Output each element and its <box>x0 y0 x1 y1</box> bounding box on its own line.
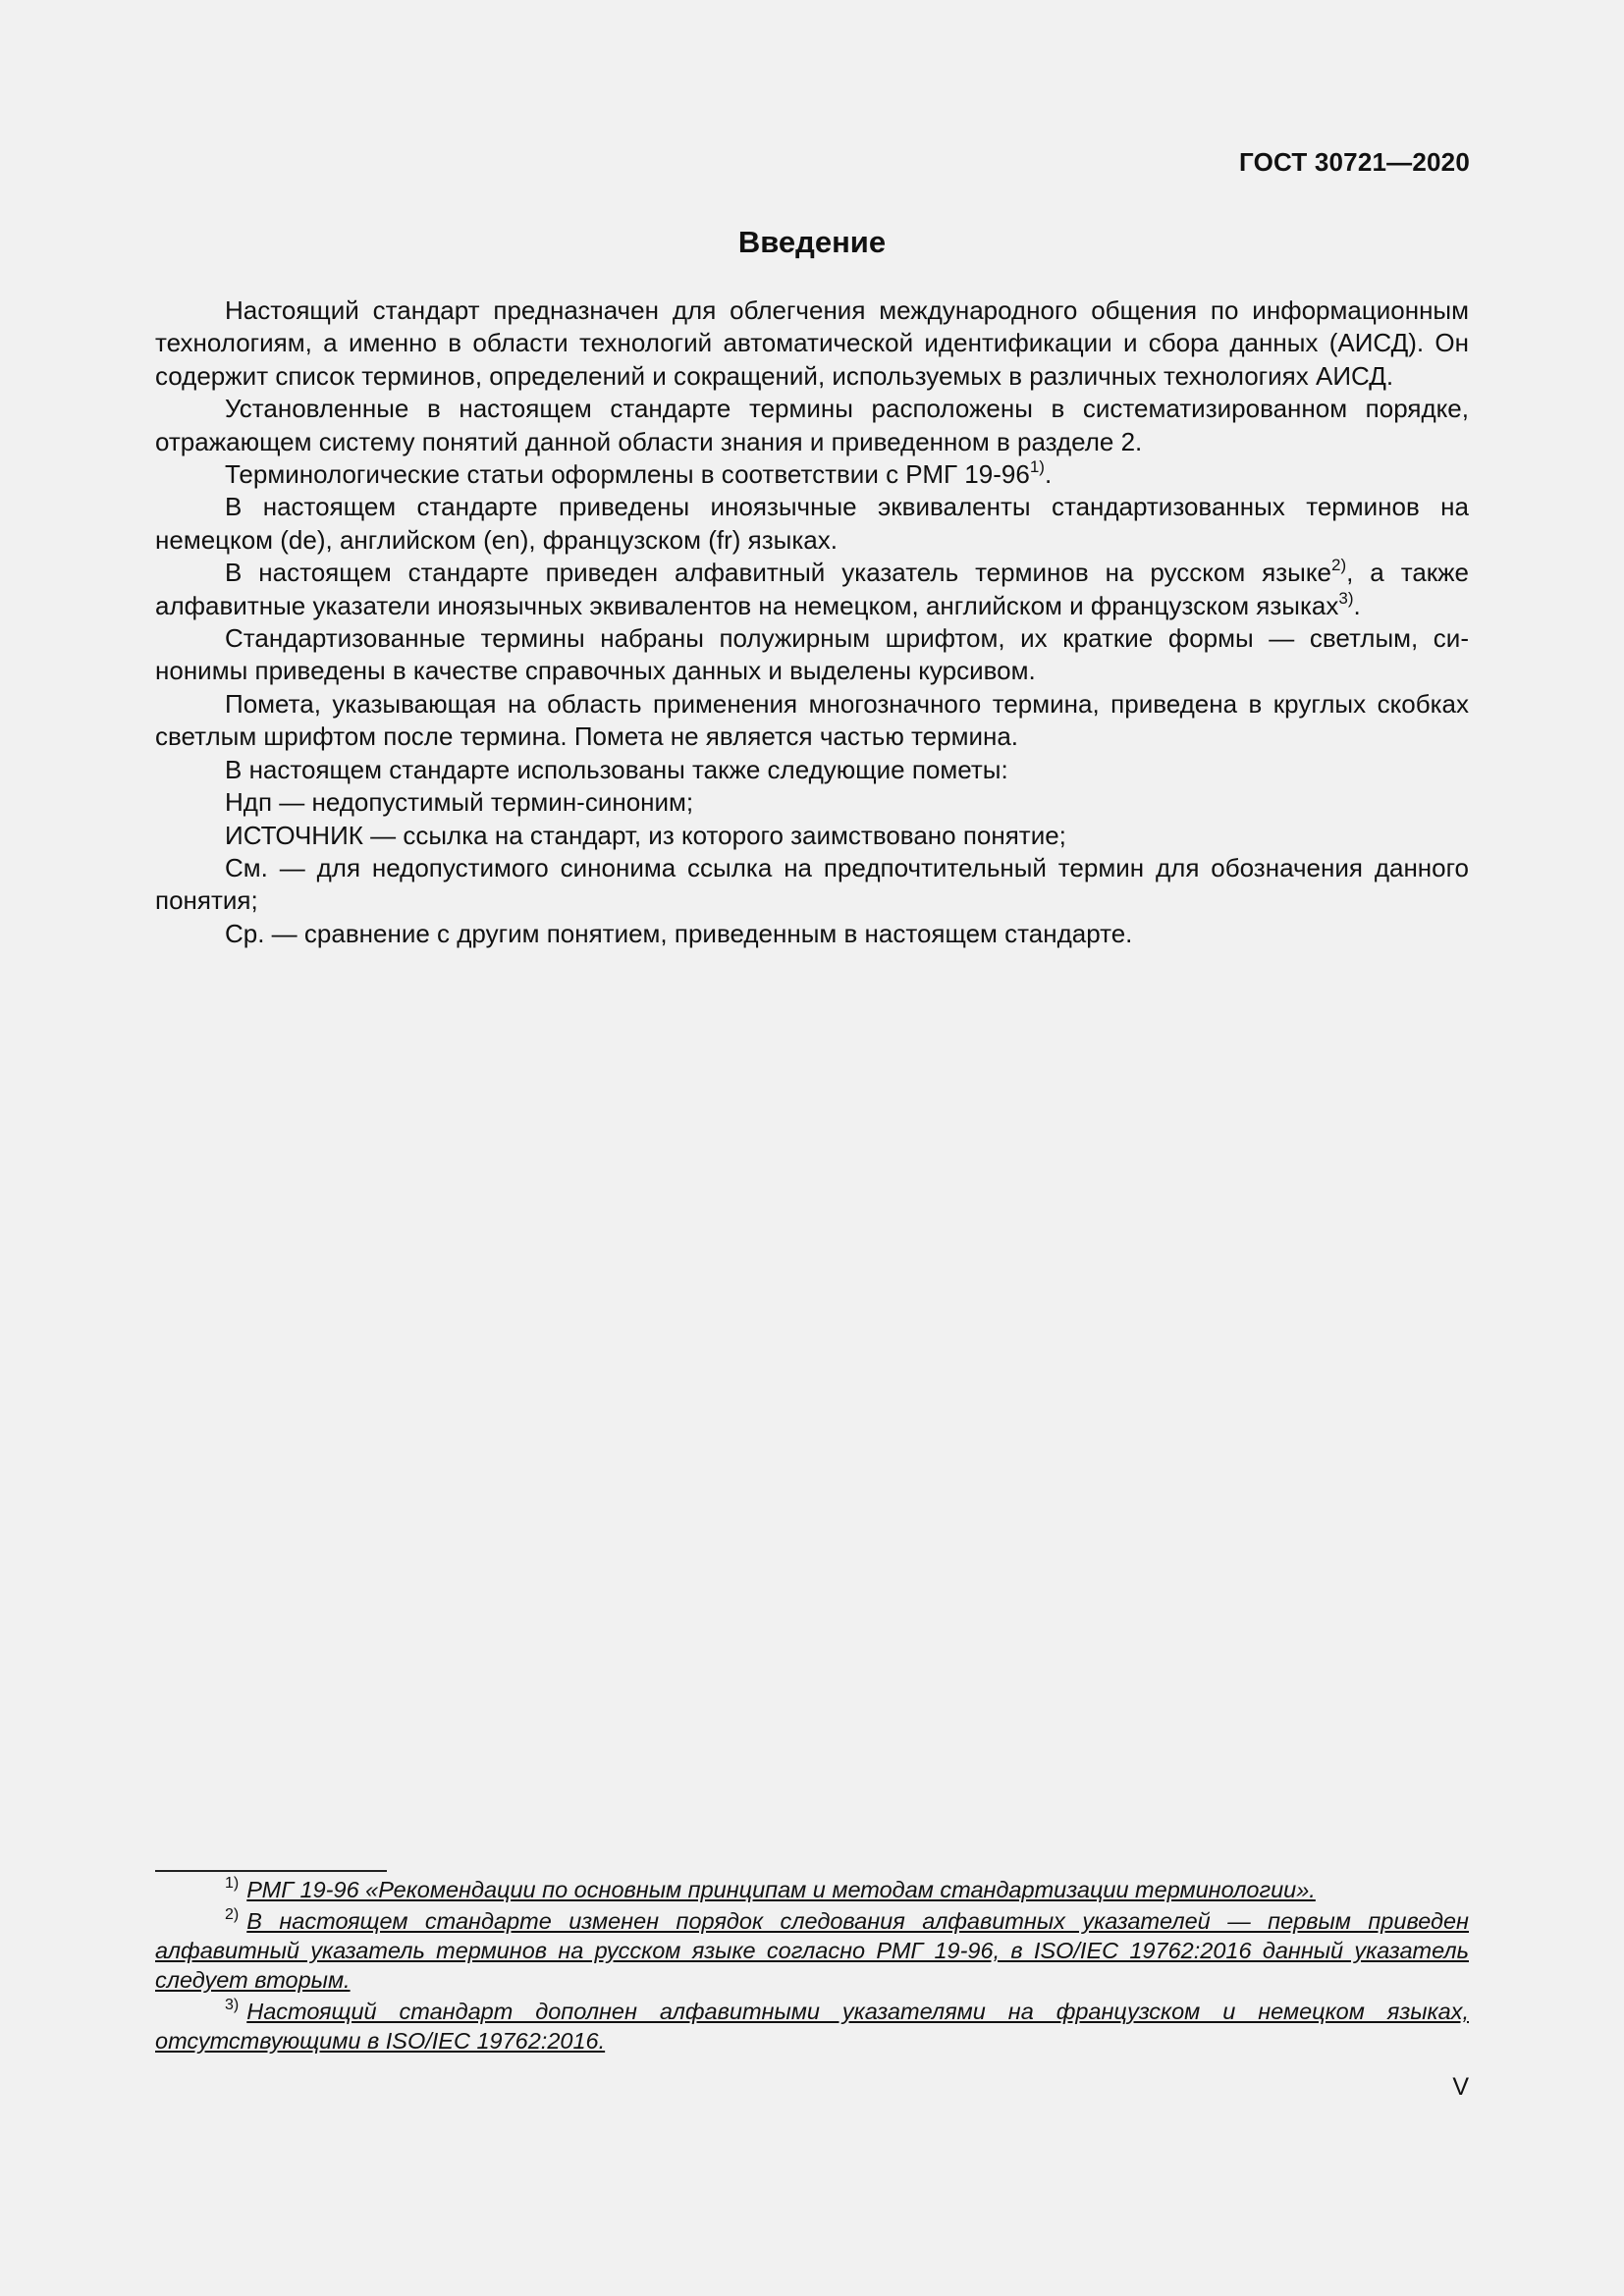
paragraph: Настоящий стандарт предназначен для облегчения международного общения по информационным технологиям, а именно в области технологий автоматической идентификации и сбора данных (АИСД). Он содержит список терминов, определений и сокращений, используемых в различных технологиях АИСД. <box>155 295 1469 391</box>
page-title: Введение <box>737 225 887 259</box>
paragraph: Ндп — недопустимый термин-синоним; <box>225 787 694 818</box>
paragraph: В настоящем стандарте приведены иноязычные эквиваленты стандартизованных терминов на немецком (de), английском (en), французском (fr) языках. <box>155 492 1469 555</box>
paragraph: Помета, указывающая на область применения многозначного термина, приведена в круглых скобках светлым шрифтом после термина. Помета не является частью термина. <box>155 688 1469 752</box>
footnote-mark: 1) <box>225 1875 240 1892</box>
document-id: ГОСТ 30721—2020 <box>1239 147 1470 177</box>
footnotes <box>155 1875 1469 2057</box>
footnote-mark: 2) <box>225 1906 240 1923</box>
footnote: $^{2)}$ В настоящем стандарте изменен порядок следования алфавитных указателей — первым приведен алфавитный указатель терминов на русском языке согласно РМГ 19-96, в ISO/IEC 19762:2016 данный указатель следует вторым. <box>155 1906 1469 1993</box>
footnote-ref: 2) <box>1331 556 1347 575</box>
footnote-ref: 3) <box>1338 588 1354 608</box>
footnote: $^{3)}$ Настоящий стандарт дополнен алфавитными указателями на французском и немецком языках, отсутствующими в ISO/IEC 19762:2016. <box>155 1997 1469 2054</box>
footnote-mark: 3) <box>225 1997 240 2013</box>
paragraph: В настоящем стандарте приведен алфавитный указатель терминов на русском языке$^{2)}$, а также алфавитные указатели иноязычных эквивалентов на немецком, английском и французском языках$^{3)}$. <box>155 556 1470 620</box>
paragraph: Ср. — сравнение с другим понятием, приведенным в настоящем стандарте. <box>225 918 1133 948</box>
paragraph: В настоящем стандарте использованы также следующие пометы: <box>225 754 1008 784</box>
paragraph: Установленные в настоящем стандарте термины расположены в систематизированном порядке, отражающем систему понятий данной области знания и приведенном в разделе 2. <box>155 394 1469 456</box>
paragraph: ИСТОЧНИК — ссылка на стандарт, из которого заимствовано понятие; <box>225 820 1066 850</box>
page-number: V <box>1452 2073 1469 2101</box>
footnote-ref: 1) <box>1029 457 1045 477</box>
body-text <box>155 294 1469 950</box>
paragraph: Стандартизованные термины набраны полужирным шрифтом, их краткие формы — светлым, синонимы приведены в качестве справочных данных и выделены курсивом. <box>155 623 1469 686</box>
footnote: $^{1)}$ РМГ 19-96 «Рекомендации по основным принципам и методам стандартизации терминологии». <box>225 1875 1316 1902</box>
paragraph: Терминологические статьи оформлены в соответствии с РМГ 19-96$^{1)}$. <box>225 457 1053 490</box>
footnote-divider <box>155 1870 387 1872</box>
paragraph: См. — для недопустимого синонима ссылка на предпочтительный термин для обозначения данного понятия; <box>155 852 1469 916</box>
